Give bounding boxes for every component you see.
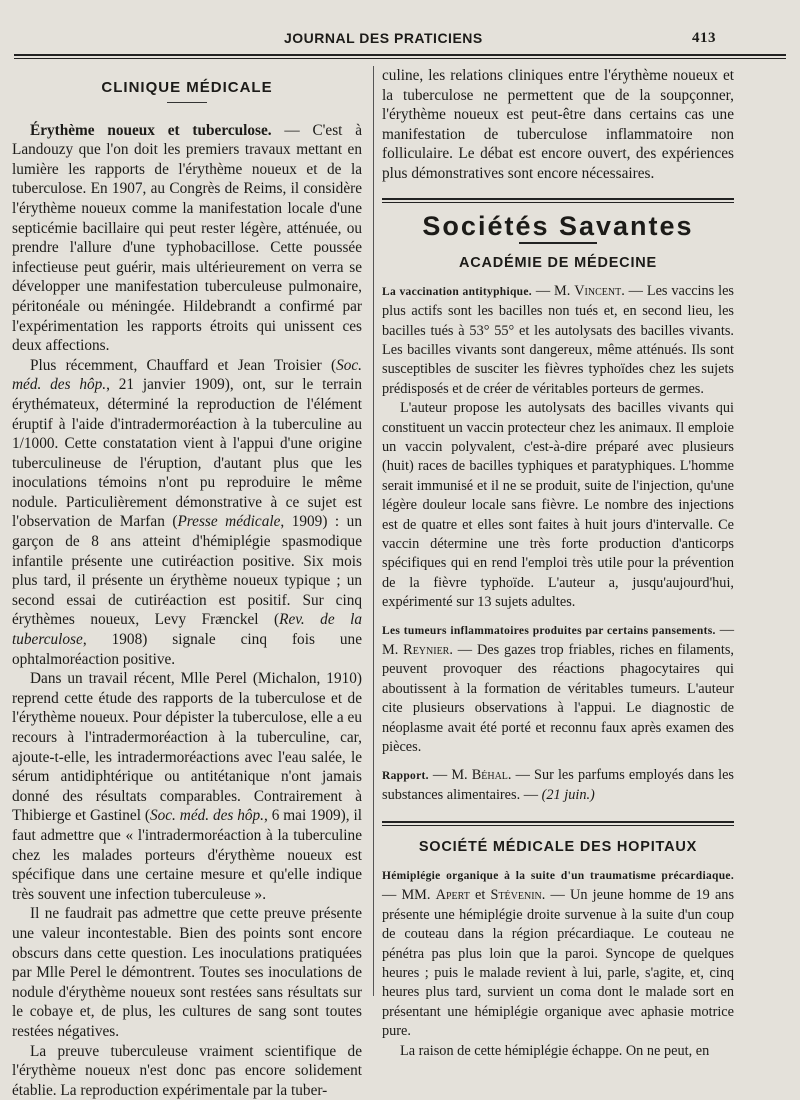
report-vaccination xyxy=(382,282,734,613)
citation: Presse médicale xyxy=(177,513,280,530)
citation: Rev. de la tuberculose xyxy=(12,611,362,648)
report-heading: Rapport. xyxy=(382,770,429,782)
text-run: . — Les vaccins les plus actifs sont les bacilles non tués et, en second lieu, les bacilles tués à 53° 55° et les autolysats des bacilles vivants. Les bacilles vivants sont dangereux, même atténués. Ils sont susceptibles de susciter les fièvres typhoïdes chez les sujets prédisposés et de créer de véritables porteurs de germes. xyxy=(382,283,734,397)
text-run: , 6 mai 1909), il faut admettre que « l'intradermoréaction à la tuberculine chez les malades porteurs d'érythème noueux est spécifique dans une certaine mesure et qu'elle indique très souvent une infection tuberculeuse ». xyxy=(12,807,362,902)
journal-title: JOURNAL DES PRATICIENS xyxy=(284,30,483,46)
text-run: — M. xyxy=(382,622,734,658)
left-column xyxy=(12,66,362,1100)
article-paragraph-3 xyxy=(12,669,362,904)
report-rapport xyxy=(382,766,734,806)
column-divider xyxy=(373,66,374,996)
article-paragraph-2 xyxy=(12,356,362,670)
spacer xyxy=(382,613,734,621)
article-paragraph-1 xyxy=(12,121,362,356)
report-tumeurs xyxy=(382,621,734,758)
header-rule xyxy=(14,54,786,59)
session-date: (21 juin.) xyxy=(542,787,595,803)
report-heading: La vaccination antityphique. xyxy=(382,286,532,298)
author-name: Béhal xyxy=(472,767,508,783)
hopitaux-title: SOCIÉTÉ MÉDICALE DES HOPITAUX xyxy=(382,838,734,858)
report-heading: Les tumeurs inflammatoires produites par certains pansements. xyxy=(382,625,716,637)
section-double-rule xyxy=(382,821,734,826)
report-paragraph xyxy=(382,866,734,1042)
report-paragraph xyxy=(382,766,734,806)
text-run: et xyxy=(470,887,491,903)
report-paragraph: La raison de cette hémiplégie échappe. On ne peut, en xyxy=(382,1042,734,1061)
running-head xyxy=(14,30,786,50)
article-title: Érythème noueux et tuberculose. xyxy=(30,122,272,139)
section-title-clinique: CLINIQUE MÉDICALE xyxy=(12,78,362,98)
text-run: Plus récemment, Chauffard et Jean Troisier ( xyxy=(30,357,336,374)
text-run: . — Des gazes trop friables, riches en filaments, peuvent provoquer des réactions phagocytaires qui aboutissent à la formation de véritables tumeurs. L'auteur cite plusieurs observations à l'appui. Le diagnostic de néoplasme avait été porté et reconnu faux après examen des pièces. xyxy=(382,642,734,755)
section-rule xyxy=(167,102,207,103)
text-run: . — Un jeune homme de 19 ans présente une hémiplégie droite survenue à la suite d'un coup de couteau dans la région précardiaque. Le couteau ne pénétra pas plus loin que la paroi. Syncope de quelques heures ; puis le malade revient à lui, parle, s'agite, et, cinq heures plus tard, survient un coma dont le malade sort en présentant une hémiplégie organique avec aphasie motrice pure. xyxy=(382,887,734,1039)
right-column xyxy=(382,66,734,1061)
text-run: — M. xyxy=(532,283,574,299)
article-paragraph-5: La preuve tuberculeuse vraiment scientifique de l'érythème noueux n'est donc pas encore solidement établie. La reproduction expérimentale par la tuber- xyxy=(12,1042,362,1100)
author-name: Stévenin xyxy=(491,887,542,903)
author-name: Vincent xyxy=(574,283,621,299)
text-run: , 21 janvier 1909), ont, sur le terrain érythémateux, déterminé la reproduction de l'élément éruptif à l'aide d'intradermoréaction à la tuberculine au 1/1000. Cette constatation vient à l'appui d'une origine tuberculineuse de l'éruption, d'autant plus que les inoculations témoins n'ont pu reproduire le même nodule. Particulièrement démonstrative à ce sujet est l'observation de Marfan ( xyxy=(12,376,362,530)
author-name: Reynier xyxy=(403,642,449,658)
article-paragraph-4: Il ne faudrait pas admettre que cette preuve présente une valeur incontestable. Bien des points sont encore obscurs dans cette question. Les inoculations pratiquées par Mlle Perel le démontrent. Toutes ses inoculations de nodule d'érythème noueux sont restées sans résultats sur le cobaye et, de plus, les cultures de sang sont toutes restées négatives. xyxy=(12,904,362,1041)
title-rule xyxy=(519,242,597,244)
author-name: Apert xyxy=(436,887,470,903)
spacer xyxy=(382,758,734,766)
text-run: — M. xyxy=(429,767,472,783)
text-run: — C'est à Landouzy que l'on doit les premiers travaux mettant en lumière les rapports de l'érythème noueux et de la tuberculose. En 1907, au Congrès de Reims, il considère l'érythème noueux comme la manifestation locale d'une septicémie bacillaire qui peut rester légère, atténuée, ou prendre l'allure d'une typhobacillose. Cette poussée infectieuse peut guérir, mais ultérieurement on verra se développer une manifestation tuberculeuse pulmonaire, péritonéale ou méningée. Hildebrandt a confirmé par l'expérimentation les rapports étroits qui unissent ces deux affections. xyxy=(12,122,362,355)
text-run: Dans un travail récent, Mlle Perel (Michalon, 1910) reprend cette étude des rapports de la tuberculose et de l'érythème noueux. Pour dépister la tuberculose, elle a eu recours à l'intradermoréaction à la tuberculine, car, ajoute-t-elle, les intradermoréactions avec l'eau salée, le sérum antidiphtérique ou antitétanique n'ont jamais donné des résultats comparables. Contrairement à Thibierge et Gastinel ( xyxy=(12,670,362,824)
text-run: , 1908) signale cinq fois une ophtalmoréaction positive. xyxy=(12,631,362,668)
societes-savantes-title: Sociétés Savantes xyxy=(382,217,734,237)
continued-paragraph: culine, les relations cliniques entre l'érythème noueux et la tuberculose ne permettent que de la soupçonner, l'érythème noueux est peut-être dans certains cas une manifestation de tuberculose inflammatoire non folliculaire. Le débat est encore ouvert, des expériences plus démonstratives sont encore nécessaires. xyxy=(382,66,734,184)
text-run: , 1909) : un garçon de 8 ans atteint d'hémiplégie spasmodique infantile présente une cutiréaction positive. Six mois plus tard, il présente un érythème noueux typique ; un second essai de cutiréaction est positif. Sur cinq érythèmes noueux, Levy Frænckel ( xyxy=(12,513,362,628)
report-paragraph: L'auteur propose les autolysats des bacilles vivants qui constituent un vaccin protecteur chez les animaux. Il emploie un vaccin polyvalent, c'est-à-dire préparé avec plusieurs (huit) races de bacilles typhiques et paratyphiques. L'homme serait immunisé et il ne se produit, suite de l'injection, qu'une légère douleur locale sans fièvre. Le nombre des injections est de quatre et elles sont faites à huit jours d'intervalle. Ce vaccin détermine une très forte production d'anticorps spécifiques qui en rend l'emploi très utile pour la prévention de la fièvre typhoïde. L'auteur a, jusqu'aujourd'hui, expérimenté sur 13 sujets adultes. xyxy=(382,399,734,612)
report-paragraph xyxy=(382,621,734,758)
section-double-rule xyxy=(382,198,734,203)
report-heading: Hémiplégie organique à la suite d'un traumatisme précardiaque. xyxy=(382,870,734,882)
text-run: — MM. xyxy=(382,887,436,903)
citation: Soc. méd. des hôp. xyxy=(12,357,362,394)
text-run: . — Sur les parfums employés dans les substances alimentaires. — xyxy=(382,767,734,803)
report-paragraph xyxy=(382,282,734,399)
report-hemiplegie xyxy=(382,866,734,1061)
citation: Soc. méd. des hôp. xyxy=(150,807,264,824)
page-number: 413 xyxy=(692,30,716,47)
academie-title: ACADÉMIE DE MÉDECINE xyxy=(382,254,734,274)
